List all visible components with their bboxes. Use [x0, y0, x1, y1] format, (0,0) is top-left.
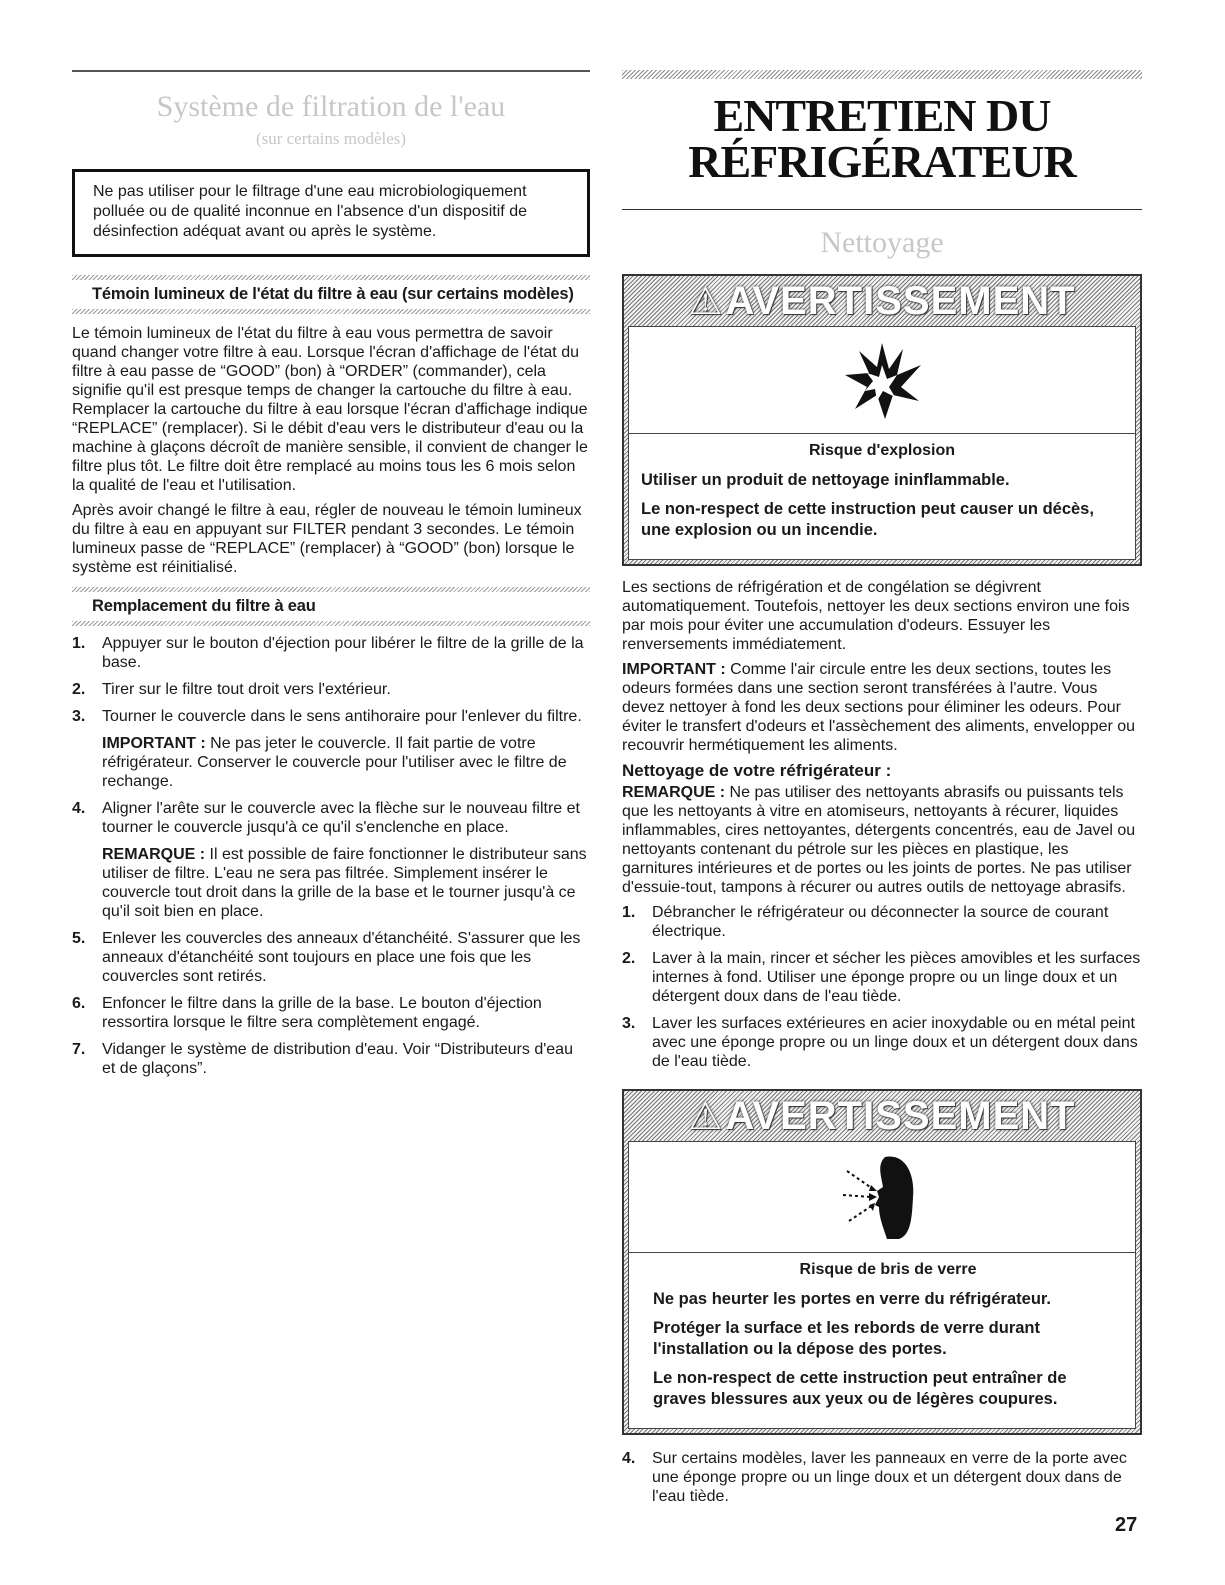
divider — [72, 309, 590, 314]
clean-steps — [622, 903, 1142, 1071]
paragraph: REMARQUE : Ne pas utiliser des nettoyants abrasifs ou puissants tels que les nettoyants à vitre en atomiseurs, nettoyants à récurer, liquides inflammables, cires nettoyantes, détergents concentrés, eau de Javel ou nettoyants contenant du pétrole sur les pièces en plastique, les garnitures intérieures et de portes ou les joints de portes. Ne pas utiliser d'essuie-tout, tampons à récurer ou autres outils de nettoyage abrasifs. — [622, 784, 1136, 896]
list-item: 6. Enfoncer le filtre dans la grille de la base. Le bouton d'éjection ressortira lorsque le filtre sera complètement engagé. — [72, 995, 542, 1031]
top-rule — [72, 70, 590, 72]
right-column — [622, 70, 1142, 1514]
replace-steps — [72, 634, 590, 1078]
glass-steps — [622, 1449, 1142, 1506]
top-hatch-rule — [622, 70, 1142, 79]
list-item: 3. Laver les surfaces extérieures en acier inoxydable ou en métal peint avec une éponge propre ou un linge doux et un détergent doux dans de l'eau tiède. — [622, 1015, 1138, 1070]
warning-text: Risque d'explosion Utiliser un produit de nettoyage ininflammable. Le non-respect de cette instruction peut causer un décès, une explosion ou un incendie. — [628, 433, 1136, 560]
list-item: 5. Enlever les couvercles des anneaux d'étanchéité. S'assurer que les anneaux d'étanchéité sont toujours en place une fois que les couvercles sont retirés. — [72, 930, 581, 985]
list-item: 2. Tirer sur le filtre tout droit vers l'extérieur. — [72, 681, 391, 698]
section-title: Nettoyage — [820, 226, 944, 259]
notice-box: Ne pas utiliser pour le filtrage d'une eau microbiologiquement polluée ou de qualité inconnue en l'absence d'un dispositif de désinfection adéquat avant ou après le système. — [72, 169, 590, 257]
list-item: 2. Laver à la main, rincer et sécher les pièces amovibles et les surfaces internes à fond. Utiliser une éponge propre ou un linge doux et un détergent doux dans de l'eau tiède. — [622, 950, 1141, 1005]
warning-header: ⚠ AVERTISSEMENT — [688, 278, 1076, 323]
indicator-paragraph-2: Après avoir changé le filtre à eau, régler de nouveau le témoin lumineux du filtre à eau en appuyant sur FILTER pendant 3 secondes. Le témoin lumineux passe de “REPLACE” (remplacer) à “GOOD” (bon) lorsque le système est réinitialisé. — [72, 502, 582, 576]
list-item: 1. Débrancher le réfrigérateur ou déconnecter la source de courant électrique. — [622, 904, 1109, 940]
explosion-icon — [837, 335, 927, 425]
divider — [72, 621, 590, 626]
paragraph: IMPORTANT : Comme l'air circule entre les deux sections, toutes les odeurs formées dans une section seront transférées à l'autre. Vous devez nettoyer à fond les deux sections pour éliminer les odeurs. Pour éviter le transfert d'odeurs et l'assèchement des aliments, envelopper ou recouvrir hermétiquement les aliments. — [622, 661, 1136, 754]
list-item: 4. Aligner l'arête sur le couvercle avec la flèche sur le nouveau filtre et tourner le couvercle jusqu'à ce qu'il s'enclenche en place. REMARQUE : Il est possible de faire fonctionner le distributeur sans utiliser de filtre. L'eau ne sera pas filtrée. Simplement insérer le couvercle tout droit dans la grille de la base et le tourner jusqu'à ce qu'il soit bien en place. — [72, 800, 587, 920]
list-item: 3. Tourner le couvercle dans le sens antihoraire pour l'enlever du filtre. IMPORTANT : Ne pas jeter le couvercle. Il fait partie de votre réfrigérateur. Conserver le couvercle pour l'utiliser avec le filtre de rechange. — [72, 708, 582, 790]
warning-header: ⚠ AVERTISSEMENT — [688, 1093, 1076, 1138]
list-item: 7. Vidanger le système de distribution d'eau. Voir “Distributeurs d'eau et de glaçons”. — [72, 1041, 573, 1077]
warning-text: Risque de bris de verre Ne pas heurter les portes en verre du réfrigérateur. Protéger la surface et les rebords de verre durant l'installation ou la dépose des portes. Le non-respect de cette instruction peut entraîner de graves blessures aux yeux ou de légères coupures. — [628, 1252, 1136, 1429]
warning-triangle-icon: ⚠ — [688, 1095, 724, 1138]
indicator-heading: Témoin lumineux de l'état du filtre à eau (sur certains modèles) — [92, 285, 574, 303]
indicator-paragraph-1: Le témoin lumineux de l'état du filtre à eau vous permettra de savoir quand changer votre filtre à eau. Lorsque l'écran d'affichage de l'état du filtre à eau passe de “GOOD” (bon) à “ORDER” (commander), cela signifie qu'il est presque temps de changer la cartouche du filtre à eau. Remplacer la cartouche du filtre à eau lorsque l'écran d'affichage indique “REPLACE” (remplacer). Si le débit d'eau vers le distributeur d'eau ou la machine à glaçons décroît de manière sensible, il convient de changer le filtre plus tôt. Le filtre doit être remplacé au moins tous les 6 mois selon la qualité de l'eau et l'utilisation. — [72, 325, 588, 494]
icon-area — [628, 326, 1136, 433]
section-subtitle: (sur certains modèles) — [255, 129, 407, 148]
warning-triangle-icon: ⚠ — [688, 280, 724, 323]
list-item: 4. Sur certains modèles, laver les panneaux en verre de la porte avec une éponge propre ou un linge doux et un détergent doux dans de l'eau tiède. — [622, 1450, 1127, 1505]
glass-warning — [622, 1089, 1142, 1435]
title-rule — [622, 209, 1142, 210]
paragraph: Les sections de réfrigération et de congélation se dégivrent automatiquement. Toutefois, nettoyer les deux sections environ une fois par mois pour éviter une accumulation d'odeurs. Essuyer les renversements immédiatement. — [622, 579, 1130, 653]
explosion-warning — [622, 274, 1142, 566]
list-item: 1. Appuyer sur le bouton d'éjection pour libérer le filtre de la grille de la base. — [72, 635, 584, 671]
left-column — [72, 70, 590, 1086]
eye-injury-icon — [827, 1147, 937, 1247]
clean-heading: Nettoyage de votre réfrigérateur : — [622, 761, 892, 780]
page-number: 27 — [1115, 1514, 1138, 1536]
chapter-title: ENTRETIEN DU RÉFRIGÉRATEUR — [688, 90, 1076, 187]
icon-area — [628, 1141, 1136, 1252]
section-title: Système de filtration de l'eau — [156, 90, 506, 123]
replace-heading: Remplacement du filtre à eau — [92, 597, 316, 615]
